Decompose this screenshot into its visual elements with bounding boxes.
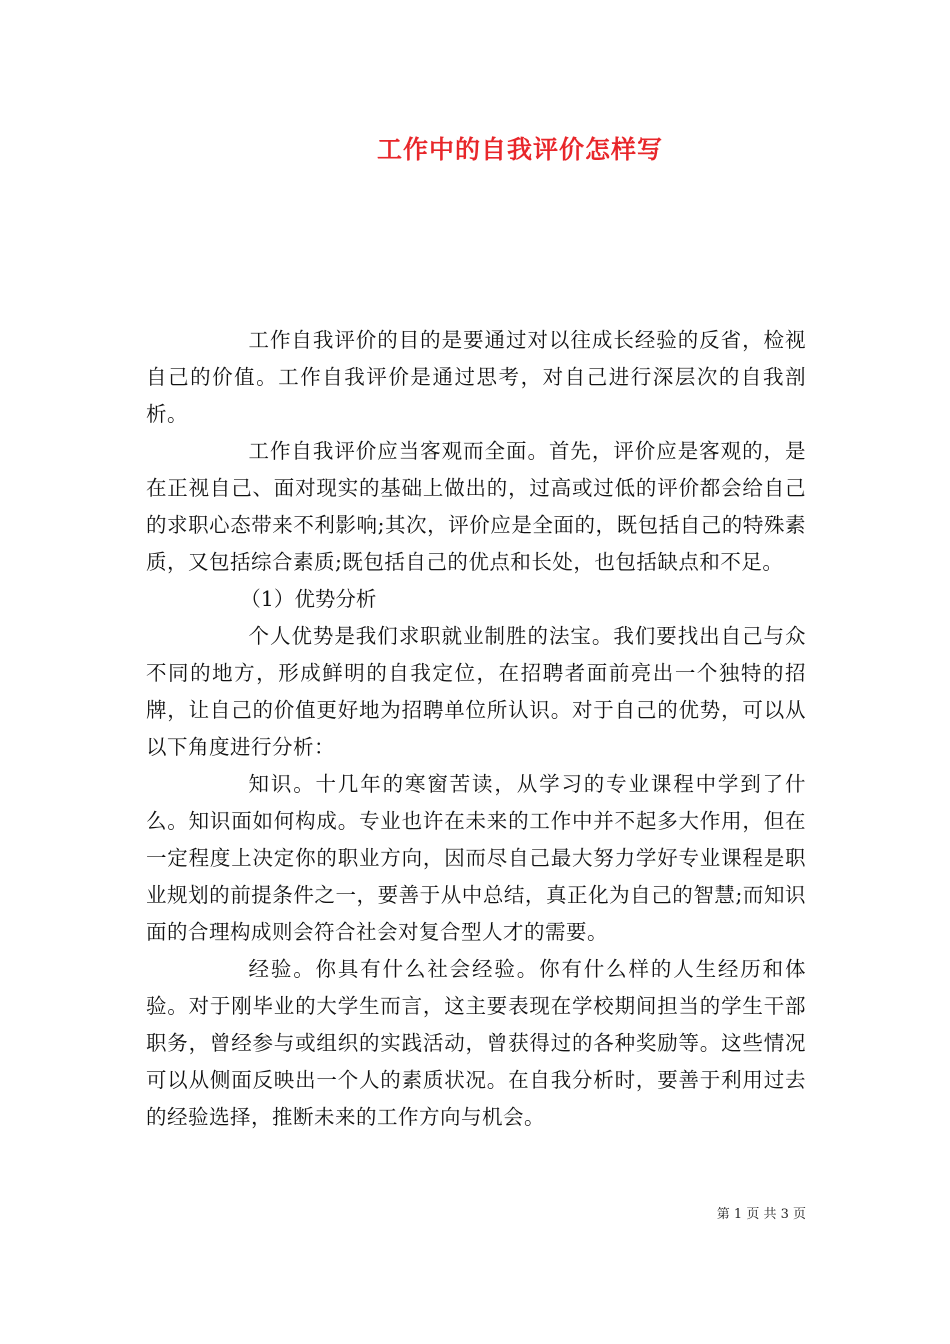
paragraph-experience: 经验。你具有什么社会经验。你有什么样的人生经历和体验。对于刚毕业的大学生而言，这主要表现在学校期间担当的学生干部职务，曾经参与或组织的实践活动，曾获得过的各种奖励等。这些情况可以从侧面反映出一个人的素质状况。在自我分析时，要善于利用过去的经验选择，推断未来的工作方向与机会。 bbox=[146, 957, 806, 1129]
paragraph-purpose: 工作自我评价的目的是要通过对以往成长经验的反省，检视自己的价值。工作自我评价是通过思考，对自己进行深层次的自我剖析。 bbox=[146, 328, 806, 426]
document-title: 工作中的自我评价怎样写 bbox=[376, 135, 663, 164]
paragraph-objective-comprehensive: 工作自我评价应当客观而全面。首先，评价应是客观的，是在正视自己、面对现实的基础上做出的，过高或过低的评价都会给自己的求职心态带来不利影响;其次，评价应是全面的，既包括自己的特殊素质，又包括综合素质;既包括自己的优点和长处，也包括缺点和不足。 bbox=[146, 439, 806, 574]
section-heading-strengths: （1）优势分析 bbox=[240, 587, 377, 611]
page-footer: 第 1 页 共 3 页 bbox=[716, 1207, 806, 1222]
paragraph-personal-strengths: 个人优势是我们求职就业制胜的法宝。我们要找出自己与众不同的地方，形成鲜明的自我定位，在招聘者面前亮出一个独特的招牌，让自己的价值更好地为招聘单位所认识。对于自己的优势，可以从以下角度进行分析： bbox=[146, 624, 806, 759]
document-body bbox=[146, 322, 806, 1136]
paragraph-knowledge: 知识。十几年的寒窗苦读，从学习的专业课程中学到了什么。知识面如何构成。专业也许在未来的工作中并不起多大作用，但在一定程度上决定你的职业方向，因而尽自己最大努力学好专业课程是职业规划的前提条件之一，要善于从中总结，真正化为自己的智慧;而知识面的合理构成则会符合社会对复合型人才的需要。 bbox=[146, 772, 806, 944]
